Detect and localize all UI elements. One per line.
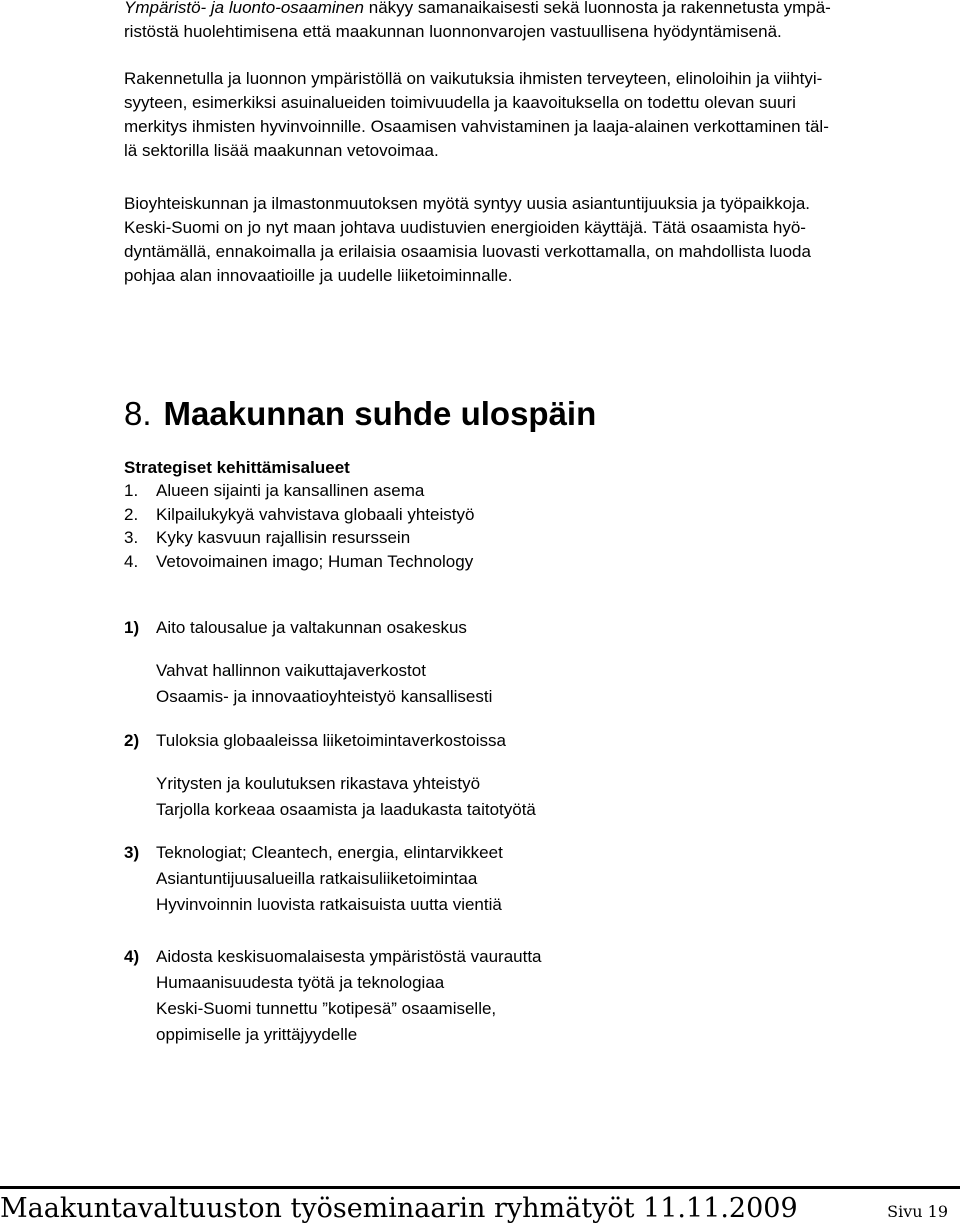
paragraph-text: ristöstä huolehtimisena että maakunnan luonnonvarojen vastuullisena hyödyntämisenä. (124, 22, 782, 41)
group-label: 2) (124, 731, 140, 750)
paragraph-text: syyteen, esimerkiksi asuinalueiden toimivuudella ja kaavoituksella on todettu olevan suuri (124, 93, 796, 112)
page-number: Sivu 19 (887, 1202, 948, 1221)
group-label: 1) (124, 618, 140, 637)
paragraph-text: dyntämällä, ennakoimalla ja erilaisia osaamisia luovasti verkottamalla, on mahdollista luoda (124, 242, 811, 261)
group-line: Osaamis- ja innovaatioyhteistyö kansallisesti (156, 687, 493, 706)
group-title: Aidosta keskisuomalaisesta ympäristöstä vaurautta (156, 947, 542, 966)
section-heading (124, 392, 596, 436)
group-line: Keski-Suomi tunnettu ”kotipesä” osaamiselle, (156, 999, 497, 1018)
group-line: Vahvat hallinnon vaikuttajaverkostot (156, 661, 426, 680)
group-line: Humaanisuudesta työtä ja teknologiaa (156, 973, 445, 992)
paragraph-environment (124, 0, 944, 44)
group-2 (124, 728, 536, 823)
paragraph-bioeconomy (124, 192, 944, 288)
list-item: 3. Kyky kasvuun rajallisin resurssein (124, 528, 411, 547)
group-line: Asiantuntijuusalueilla ratkaisuliiketoimintaa (156, 869, 478, 888)
paragraph-text: Rakennetulla ja luonnon ympäristöllä on vaikutuksia ihmisten terveyteen, elinoloihin ja viihtyi- (124, 69, 823, 88)
list-item: 1. Alueen sijainti ja kansallinen asema (124, 481, 425, 500)
group-line: Hyvinvoinnin luovista ratkaisuista uutta vientiä (156, 895, 502, 914)
paragraph-text: näkyy samanaikaisesti sekä luonnosta ja rakennetusta ympä- (364, 0, 831, 17)
paragraph-text: lä sektorilla lisää maakunnan vetovoimaa. (124, 141, 439, 160)
group-label: 4) (124, 947, 140, 966)
group-1 (124, 615, 492, 710)
group-line: Tarjolla korkeaa osaamista ja laadukasta taitotyötä (156, 800, 536, 819)
footer-title: Maakuntavaltuuston työseminaarin ryhmätyöt 11.11.2009 (0, 1193, 798, 1224)
paragraph-text: Keski-Suomi on jo nyt maan johtava uudistuvien energioiden käyttäjä. Tätä osaamista hyö- (124, 218, 806, 237)
group-line: Yritysten ja koulutuksen rikastava yhteistyö (156, 774, 481, 793)
strategic-areas-list (124, 479, 474, 573)
group-line: oppimiselle ja yrittäjyydelle (156, 1025, 358, 1044)
section-number: 8. (124, 395, 152, 432)
section-title: Maakunnan suhde ulospäin (163, 395, 597, 432)
group-title: Tuloksia globaaleissa liiketoimintaverkostoissa (156, 731, 506, 750)
paragraph-text: pohjaa alan innovaatioille ja uudelle liiketoiminnalle. (124, 266, 513, 285)
paragraph-text: merkitys ihmisten hyvinvoinnille. Osaamisen vahvistaminen ja laaja-alainen verkottaminen täl- (124, 117, 829, 136)
paragraph-built-environment (124, 67, 944, 163)
group-label: 3) (124, 843, 140, 862)
footer-divider (0, 1186, 960, 1189)
strategic-areas-title: Strategiset kehittämisalueet (124, 458, 350, 477)
paragraph-text: Bioyhteiskunnan ja ilmastonmuutoksen myötä syntyy uusia asiantuntijuuksia ja työpaikkoja. (124, 194, 811, 213)
list-item: 4. Vetovoimainen imago; Human Technology (124, 551, 474, 571)
group-title: Teknologiat; Cleantech, energia, elintarvikkeet (156, 843, 503, 862)
group-title: Aito talousalue ja valtakunnan osakeskus (156, 618, 467, 637)
group-3 (124, 840, 503, 918)
group-4 (124, 944, 542, 1048)
emphasis-term: Ympäristö- ja luonto-osaaminen (124, 0, 365, 17)
list-item: 2. Kilpailukykyä vahvistava globaali yhteistyö (124, 504, 475, 524)
